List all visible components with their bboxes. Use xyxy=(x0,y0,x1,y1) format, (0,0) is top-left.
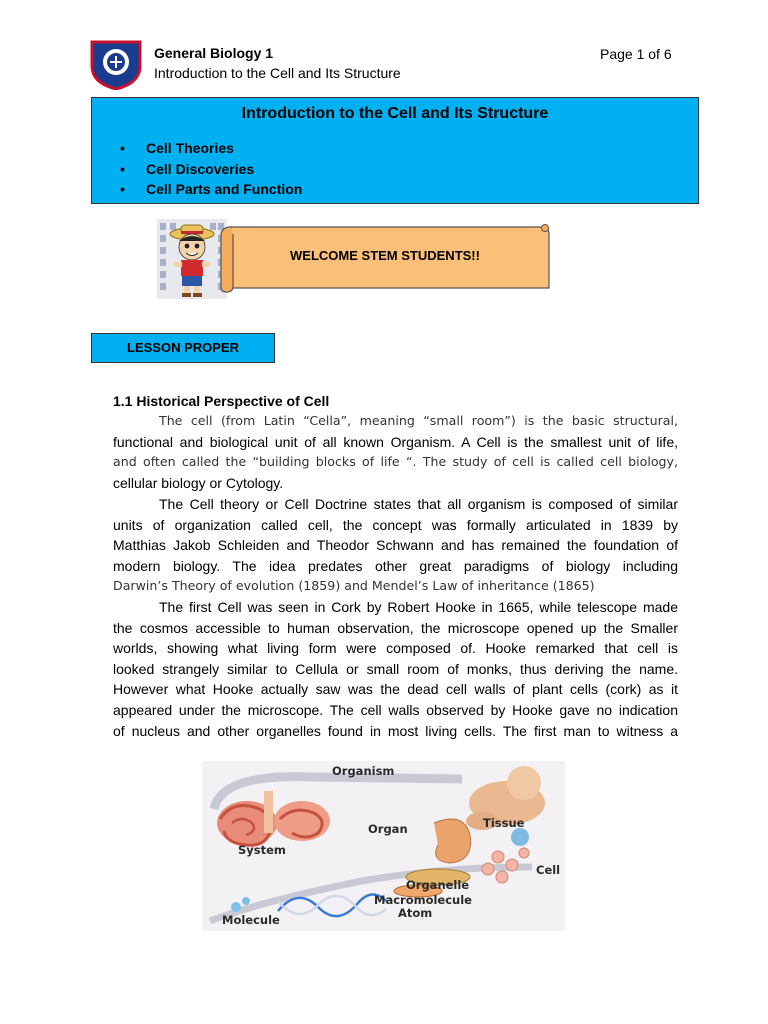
paragraph-line: units of organization called cell, the concept was formally articulated in 1839 by xyxy=(113,516,678,533)
topic-item: • Cell Parts and Function xyxy=(120,179,302,200)
paragraph-robert-hooke xyxy=(113,597,678,741)
paragraph-line: the cosmos accessible to human observation, the microscope opened up the Smaller xyxy=(113,619,678,636)
label-macromolecule: Macromolecule xyxy=(374,893,472,907)
paragraph-line: worlds, showing what living form were composed of. Hooke remarked that cell is xyxy=(113,640,678,657)
school-logo-icon xyxy=(88,38,144,90)
label-atom: Atom xyxy=(398,906,433,920)
topic-title: Introduction to the Cell and Its Structure xyxy=(241,105,549,122)
label-organism: Organism xyxy=(332,764,395,778)
paragraph-line: looked strangely similar to Cellula or small room of monks, thus deriving the name. xyxy=(113,660,678,677)
label-organ: Organ xyxy=(368,822,408,836)
levels-of-organization-figure xyxy=(202,761,565,931)
paragraph-line: cellular biology or Cytology. xyxy=(113,474,284,491)
label-system: System xyxy=(238,843,286,857)
paragraph-line: of nucleus and other organelles found in most living cells. The first man to witness a xyxy=(113,722,678,739)
paragraph-cell-theory xyxy=(113,494,678,597)
label-molecule: Molecule xyxy=(222,913,280,927)
paragraph-line: The cell (from Latin “Cella”, meaning “small room”) is the basic structural, xyxy=(159,413,678,428)
topic-item: • Cell Theories xyxy=(120,138,302,159)
topic-list xyxy=(120,138,302,200)
welcome-message: WELCOME STEM STUDENTS!! xyxy=(290,248,480,263)
lesson-proper-label: LESSON PROPER xyxy=(91,333,275,363)
topic-box xyxy=(91,97,699,204)
paragraph-line: The Cell theory or Cell Doctrine states that all organism is composed of similar xyxy=(159,496,678,512)
label-cell: Cell xyxy=(536,863,561,877)
paragraph-line: appeared under the microscope. The cell walls observed by Hooke gave no indication xyxy=(113,701,678,718)
paragraph-line: The first Cell was seen in Cork by Robert Hooke in 1665, while telescope made xyxy=(159,599,678,615)
paragraph-line: and often called the “building blocks of life “. The study of cell is called cell biology, xyxy=(113,454,678,470)
page-number: Page 1 of 6 xyxy=(600,46,672,62)
paragraph-line: Darwin’s Theory of evolution (1859) and Mendel’s Law of inheritance (1865) xyxy=(113,578,595,594)
course-subtitle: Introduction to the Cell and Its Structure xyxy=(154,65,401,81)
label-organelle: Organelle xyxy=(406,878,470,892)
paragraph-cell-definition xyxy=(113,411,678,493)
topic-item: • Cell Discoveries xyxy=(120,159,302,180)
paragraph-line: modern biology. The idea predates other great paradigms of biology including xyxy=(113,557,678,574)
course-title: General Biology 1 xyxy=(154,45,274,61)
section-heading: 1.1 Historical Perspective of Cell xyxy=(113,393,330,409)
label-tissue: Tissue xyxy=(483,816,525,830)
paragraph-line: However what Hooke actually saw was the dead cell walls of plant cells (cork) as it xyxy=(113,681,678,698)
paragraph-line: functional and biological unit of all known Organism. A Cell is the smallest unit of life, xyxy=(113,433,678,450)
paragraph-line: Matthias Jakob Schleiden and Theodor Schwann and has remained the foundation of xyxy=(113,537,678,554)
